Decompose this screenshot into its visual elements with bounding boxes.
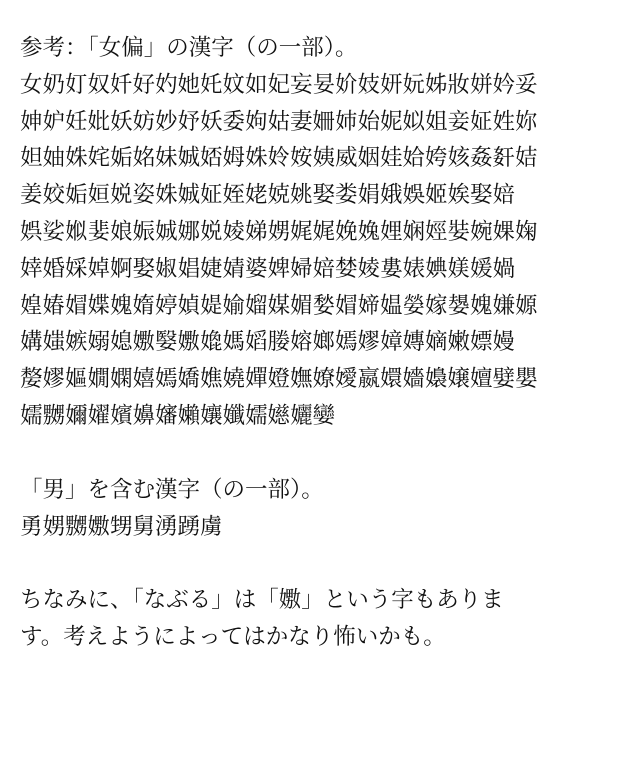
kanji-line-10: 嬬嬲嬭嬥嬪嬶嬸嬾孃孅嬬嬨孋孌 [20, 402, 336, 429]
kanji-line-6: 婞婚婇婥婀娶婌娼婕婧婆婢婦婄婪婈婁婊婰媄媛媧 [20, 255, 516, 282]
kanji-line-4: 姜姣姤姮娧姿姝娍姃姪姥娔姚娶娄娟娥娛姬娭娶婄 [20, 182, 516, 209]
paragraph-spacer [20, 545, 624, 582]
kanji-line-9: 嫠嫪嫗嫺嫻嬉嫣嬌嫶嬈嬋嬁嫵嫽嬡嬴嬛嬙嬝嬢嬗嬖嬰 [20, 366, 538, 393]
kanji-line-8: 媾媸嫉嫋媳嫐嫛嫐嫓媽嫍媵嫆嫏嫣嫪嫜嫥嫡嫩嫖嫚 [20, 329, 516, 356]
kanji-line-3: 妲妯姝姹姤姳妹娍娝姆姝姈姲姨威姻娃姶姱姟姦姧姞 [20, 145, 538, 172]
kanji-line-7: 媓媋媢媟媿媠婷媜媞媮媹媒媚媝媢媂媪嫈嫁嫢媿嫌嫄 [20, 292, 538, 319]
men-kanji-heading: 「男」を含む漢字（の一部）。 [20, 476, 324, 503]
post-body [20, 30, 624, 656]
note-line-1: ちなみに、「なぶる」は「嫐」という字もありま [20, 587, 504, 614]
kanji-line-1: 女奶奵奴奷好妁她奼妏如妃妄妟妎妓妍妧姊妝姘妗妥 [20, 71, 538, 98]
kanji-line-5: 娯娑娰婓娘娠娍娜娧婈娣娚娓娓娩婏娌娴娙娤婉婐婅 [20, 218, 538, 245]
kanji-line-2: 妽妒妊妣妖妨妙妤妖委姁姑妻姍姉始妮姒姐妾姃姓妳 [20, 108, 538, 135]
women-radical-heading: 参考：「女偏」の漢字（の一部）。 [20, 35, 358, 61]
paragraph-spacer [20, 435, 624, 472]
men-kanji-line: 勇娚嬲嫐甥舅湧踴虜 [20, 513, 223, 540]
note-line-2: す。考えようによってはかなり怖いかも。 [20, 624, 446, 651]
